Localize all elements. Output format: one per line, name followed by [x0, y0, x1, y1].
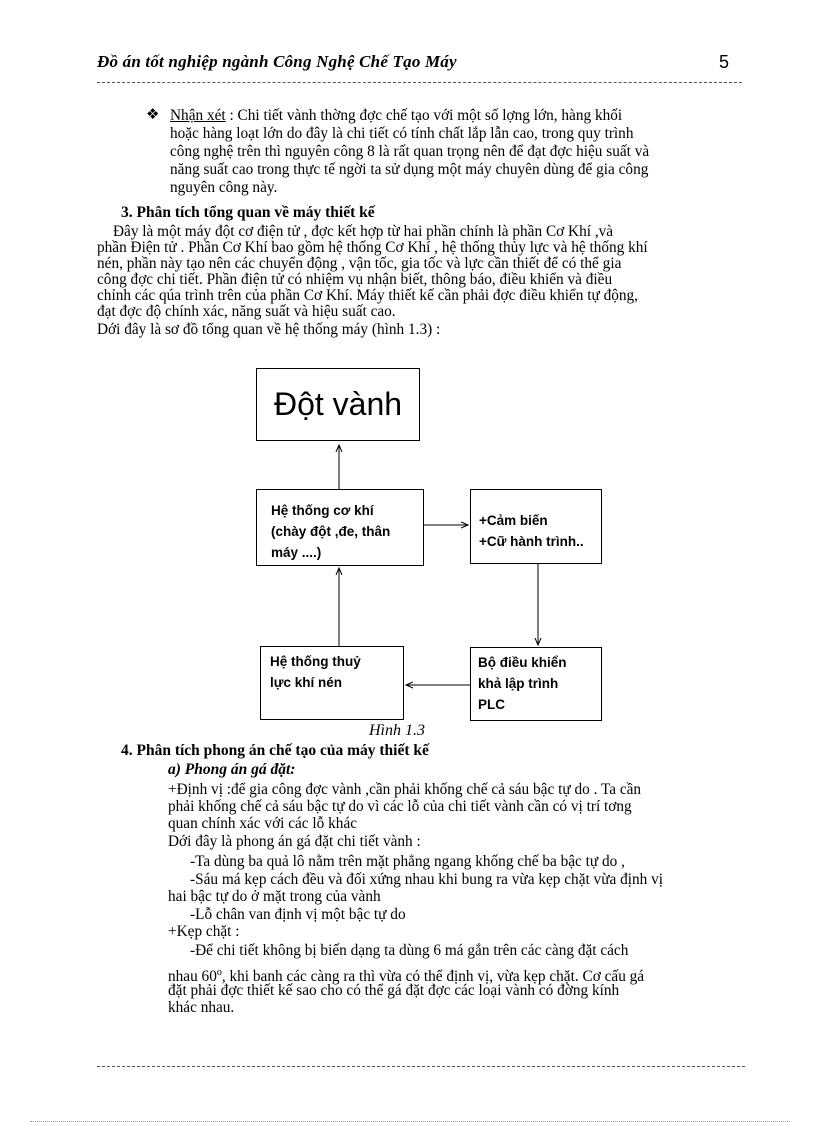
box-sensors	[470, 489, 602, 564]
box-plc	[470, 647, 602, 721]
section-4-line-3: quan chính xác với các lỗ khác	[168, 815, 358, 832]
section-4-line-2: phải khống chế cả sáu bậc tự do vì các lỗ của chi tiết vành cần có vị trí tơng	[168, 798, 632, 815]
box-plc-line-2: khả lập trình	[478, 676, 559, 691]
diamond-bullet-icon: ❖	[146, 105, 160, 123]
box-sensor-line-2: +Cữ hành trình..	[479, 534, 584, 549]
box-sensor-line-1: +Cảm biến	[479, 513, 548, 528]
header-title: Đồ án tốt nghiệp ngành Công Nghệ Chế Tạo Máy	[97, 52, 457, 71]
section-4-line-4: Dới đây là phong án gá đặt chi tiết vành :	[168, 833, 421, 850]
section-3-line-4: công đợc chi tiết. Phần điện tử có nhiệm vụ nhận biết, thông báo, điều khiển và điều	[97, 271, 613, 288]
section-3-heading: 3. Phân tích tổng quan về máy thiết kế	[121, 204, 375, 221]
page-bottom-edge	[30, 1121, 790, 1122]
remark-line-2: hoặc hàng loạt lớn do đây là chi tiết có tính chất lắp lẫn cao, trong quy trình	[170, 125, 634, 142]
remark-line-5: nguyên công này.	[170, 179, 278, 196]
box-plc-line-1: Bộ điều khiển	[478, 655, 567, 670]
footer-rule	[97, 1066, 745, 1067]
section-4-line-1: +Định vị :để gia công đợc vành ,cần phải khống chế cả sáu bậc tự do . Ta cần	[168, 781, 642, 798]
box-mech-line-3: máy ....)	[271, 545, 322, 560]
remark-line-4: năng suất cao trong thực tế ngời ta sử dụng một máy chuyên dùng để gia công	[170, 161, 649, 178]
box-hydraulic-system	[260, 646, 404, 720]
section-3-line-1: Đây là một máy đột cơ điện tử , đợc kết hợp từ hai phần chính là phần Cơ Khí ,và	[113, 223, 614, 240]
section-3-line-6: đạt đợc độ chính xác, năng suất và hiệu suất cao.	[97, 303, 396, 320]
section-3-line-3: nén, phần này tạo nên các chuyển động , vận tốc, gia tốc và lực cần thiết để có thể gia	[97, 255, 622, 272]
section-4-line-10: -Để chi tiết không bị biến dạng ta dùng 6 má gắn trên các càng đặt cách	[190, 942, 629, 959]
section-4-line-5: -Ta dùng ba quả lô nằm trên mặt phẳng ngang khống chế ba bậc tự do ,	[190, 853, 625, 870]
section-4-line-13: khác nhau.	[168, 999, 235, 1016]
angle-text-rest: , khi banh các càng ra thì vừa có thể định vị, vừa kẹp chặt. Cơ cấu gá	[221, 968, 645, 986]
box-mechanical-system	[256, 489, 424, 566]
section-4-line-9: +Kẹp chặt :	[168, 923, 240, 940]
figure-caption: Hình 1.3	[369, 722, 425, 739]
page-number: 5	[719, 52, 730, 72]
box-hydraulic-line-2: lực khí nén	[270, 675, 343, 690]
box-plc-line-3: PLC	[478, 697, 505, 712]
section-3-line-5: chỉnh các qúa trình trên của phần Cơ Khí. Máy thiết kế cần phải đợc điều khiển tự động,	[97, 287, 639, 304]
section-4-heading: 4. Phân tích phong án chế tạo của máy thiết kế	[121, 742, 429, 759]
section-4-line-8: -Lỗ chân van định vị một bậc tự do	[190, 906, 406, 923]
section-4-line-12: đặt phải đợc thiết kế sao cho có thể gá đặt đợc các loại vành có đờng kính	[168, 982, 620, 999]
angle-text: nhau 60	[168, 968, 217, 986]
section-4-line-6: -Sáu má kẹp cách đều và đối xứng nhau khi bung ra vừa kẹp chặt vừa định vị	[190, 871, 664, 888]
box-mech-line-1: Hệ thống cơ khí	[271, 503, 374, 518]
remark-label: Nhận xét	[170, 107, 226, 124]
section-4-line-7: hai bậc tự do ở mặt trong của vành	[168, 888, 381, 905]
box-mech-line-2: (chày đột ,đe, thân	[271, 524, 391, 539]
box-hydraulic-line-1: Hệ thống thuỷ	[270, 654, 361, 669]
section-3-line-7: Dới đây là sơ đồ tổng quan về hệ thống máy (hình 1.3) :	[97, 321, 441, 338]
remark-line-3: công nghệ trên thì nguyên công 8 là rất quan trọng nên để đạt đợc hiệu suất và	[170, 143, 650, 160]
box-dot-vanh-label: Đột vành	[273, 386, 403, 422]
box-dot-vanh	[256, 368, 420, 441]
section-3-line-2: phần Điện tử . Phần Cơ Khí bao gồm hệ thống Cơ Khí , hệ thống thủy lực và hệ thống khí	[97, 239, 648, 256]
section-4a-heading: a) Phong án gá đặt:	[168, 761, 296, 778]
remark-text: : Chi tiết vành thờng đợc chế tạo với một số lợng lớn, hàng khối	[229, 107, 623, 124]
degree-superscript: o	[216, 967, 222, 978]
